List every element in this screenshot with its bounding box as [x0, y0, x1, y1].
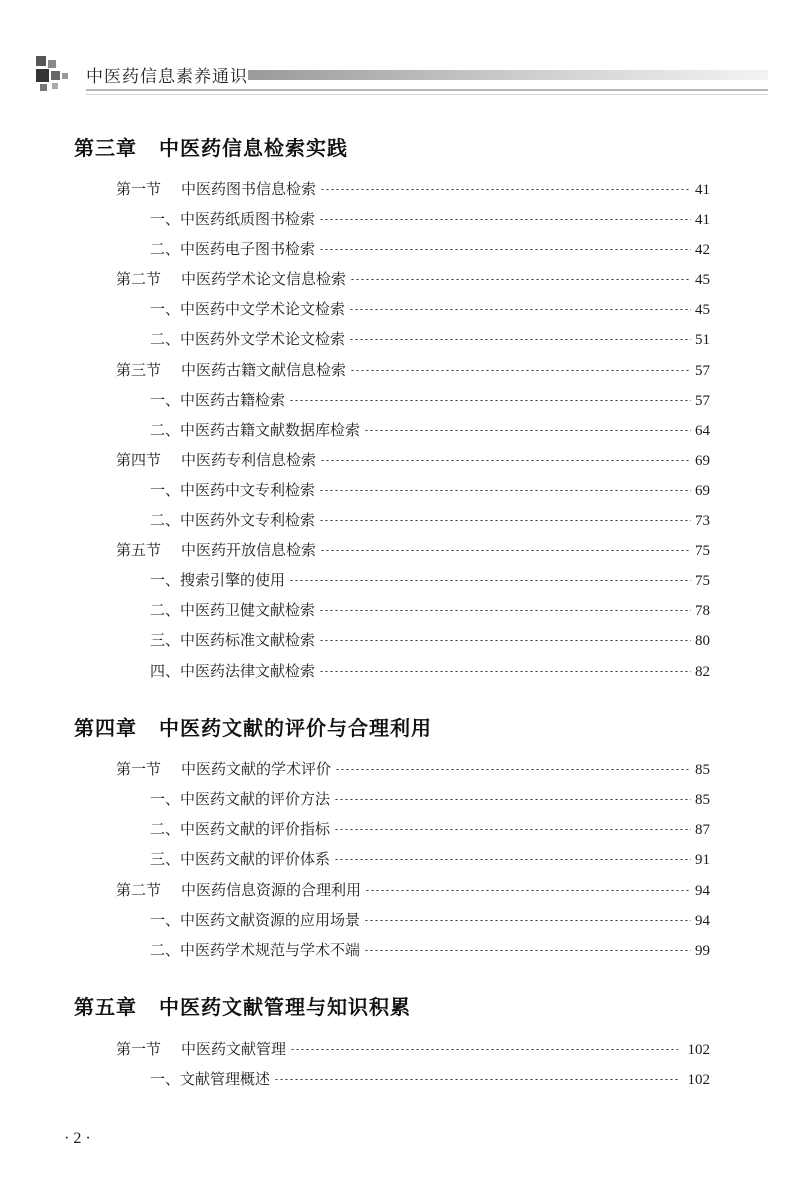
dot-leader [319, 219, 691, 220]
item-title: 一、中医药中文专利检索 [150, 481, 316, 499]
toc-item-entry[interactable] [150, 599, 710, 623]
item-title: 一、中医药纸质图书检索 [150, 210, 316, 228]
toc-section-entry[interactable] [116, 879, 710, 903]
dot-leader [335, 769, 691, 770]
dot-leader [289, 400, 691, 401]
page-number: 57 [695, 363, 710, 379]
item-title: 一、中医药古籍检索 [150, 391, 286, 409]
running-header-title: 中医药信息素养通识 [86, 67, 248, 87]
chapter-heading [74, 132, 348, 161]
section-number: 第二节 [116, 270, 162, 288]
page-number: 99 [695, 943, 710, 959]
page-number: 69 [695, 483, 710, 499]
dot-leader [319, 610, 691, 611]
page-number: 85 [695, 792, 710, 808]
item-title: 一、中医药文献的评价方法 [150, 790, 331, 808]
page-number: 94 [695, 913, 710, 929]
item-title: 三、中医药标准文献检索 [150, 631, 316, 649]
section-title: 中医药开放信息检索 [181, 541, 317, 559]
dot-leader [290, 1049, 677, 1050]
section-title: 中医药信息资源的合理利用 [181, 881, 362, 899]
dot-leader [364, 950, 691, 951]
page-number: 94 [695, 883, 710, 899]
page-number: 102 [687, 1042, 710, 1058]
toc-item-entry[interactable] [150, 909, 710, 933]
page-number: 64 [695, 423, 710, 439]
toc-section-entry[interactable] [116, 449, 710, 473]
dot-leader [364, 920, 691, 921]
dot-leader [274, 1079, 677, 1080]
page-number: 45 [695, 272, 710, 288]
dot-leader [320, 189, 691, 190]
item-title: 一、搜索引擎的使用 [150, 571, 286, 589]
page-number: 91 [695, 852, 710, 868]
item-title: 四、中医药法律文献检索 [150, 662, 316, 680]
dot-leader [319, 520, 691, 521]
toc-item-entry[interactable] [150, 328, 710, 352]
item-title: 二、中医药学术规范与学术不端 [150, 941, 361, 959]
chapter-title: 中医药信息检索实践 [159, 136, 348, 160]
toc-section-entry[interactable] [116, 268, 710, 292]
dot-leader [334, 829, 691, 830]
dot-leader [365, 890, 691, 891]
toc-section-entry[interactable] [116, 359, 710, 383]
page-number: 45 [695, 302, 710, 318]
section-title: 中医药专利信息检索 [181, 451, 317, 469]
toc-item-entry[interactable] [150, 629, 710, 653]
item-title: 一、文献管理概述 [150, 1070, 271, 1088]
toc-item-entry[interactable] [150, 569, 710, 593]
section-title: 中医药图书信息检索 [181, 180, 317, 198]
chapter-number: 第五章 [74, 995, 137, 1019]
dot-leader [349, 309, 691, 310]
toc-item-entry[interactable] [150, 660, 710, 684]
chapter-heading [74, 712, 432, 741]
toc-item-entry[interactable] [150, 208, 710, 232]
chapter-number: 第四章 [74, 716, 137, 740]
item-title: 一、中医药中文学术论文检索 [150, 300, 346, 318]
toc-item-entry[interactable] [150, 818, 710, 842]
dot-leader [350, 370, 691, 371]
toc-item-entry[interactable] [150, 479, 710, 503]
section-title: 中医药文献管理 [181, 1040, 287, 1058]
page-number: 73 [695, 513, 710, 529]
toc-section-entry[interactable] [116, 178, 710, 202]
dot-leader [364, 430, 691, 431]
dot-leader [320, 460, 691, 461]
item-title: 二、中医药外文专利检索 [150, 511, 316, 529]
item-title: 二、中医药古籍文献数据库检索 [150, 421, 361, 439]
toc-section-entry[interactable] [116, 1038, 710, 1062]
page-number: 80 [695, 633, 710, 649]
toc-item-entry[interactable] [150, 1068, 710, 1092]
toc-section-entry[interactable] [116, 758, 710, 782]
section-number: 第三节 [116, 361, 162, 379]
item-title: 二、中医药外文学术论文检索 [150, 330, 346, 348]
chapter-number: 第三章 [74, 136, 137, 160]
dot-leader [334, 859, 691, 860]
page-number: 41 [695, 182, 710, 198]
chapter-title: 中医药文献管理与知识积累 [159, 995, 411, 1019]
dot-leader [334, 799, 691, 800]
toc-item-entry[interactable] [150, 788, 710, 812]
toc-item-entry[interactable] [150, 298, 710, 322]
section-title: 中医药学术论文信息检索 [181, 270, 347, 288]
section-number: 第四节 [116, 451, 162, 469]
section-title: 中医药文献的学术评价 [181, 760, 332, 778]
page-number: 42 [695, 242, 710, 258]
page-number: 75 [695, 573, 710, 589]
chapter-title: 中医药文献的评价与合理利用 [159, 716, 432, 740]
dot-leader [320, 550, 691, 551]
section-number: 第一节 [116, 180, 162, 198]
section-number: 第五节 [116, 541, 162, 559]
dot-leader [350, 279, 691, 280]
item-title: 三、中医药文献的评价体系 [150, 850, 331, 868]
page-number: 75 [695, 543, 710, 559]
toc-item-entry[interactable] [150, 939, 710, 963]
page-folio: · 2 · [64, 1130, 91, 1147]
toc-item-entry[interactable] [150, 509, 710, 533]
page-number: 78 [695, 603, 710, 619]
page-number: 69 [695, 453, 710, 469]
page-number: 82 [695, 664, 710, 680]
dot-leader [319, 640, 691, 641]
page-number: 85 [695, 762, 710, 778]
toc-item-entry[interactable] [150, 848, 710, 872]
item-title: 一、中医药文献资源的应用场景 [150, 911, 361, 929]
item-title: 二、中医药电子图书检索 [150, 240, 316, 258]
page-number: 51 [695, 332, 710, 348]
page-number: 102 [687, 1072, 710, 1088]
section-number: 第二节 [116, 881, 162, 899]
page-number: 41 [695, 212, 710, 228]
dot-leader [289, 580, 691, 581]
dot-leader [319, 490, 691, 491]
page-number: 87 [695, 822, 710, 838]
item-title: 二、中医药卫健文献检索 [150, 601, 316, 619]
section-title: 中医药古籍文献信息检索 [181, 361, 347, 379]
item-title: 二、中医药文献的评价指标 [150, 820, 331, 838]
toc-item-entry[interactable] [150, 238, 710, 262]
section-number: 第一节 [116, 760, 162, 778]
section-number: 第一节 [116, 1040, 162, 1058]
page-number: 57 [695, 393, 710, 409]
toc-item-entry[interactable] [150, 419, 710, 443]
dot-leader [319, 249, 691, 250]
dot-leader [349, 339, 691, 340]
toc-item-entry[interactable] [150, 389, 710, 413]
chapter-heading [74, 991, 411, 1020]
toc-section-entry[interactable] [116, 539, 710, 563]
dot-leader [319, 671, 691, 672]
